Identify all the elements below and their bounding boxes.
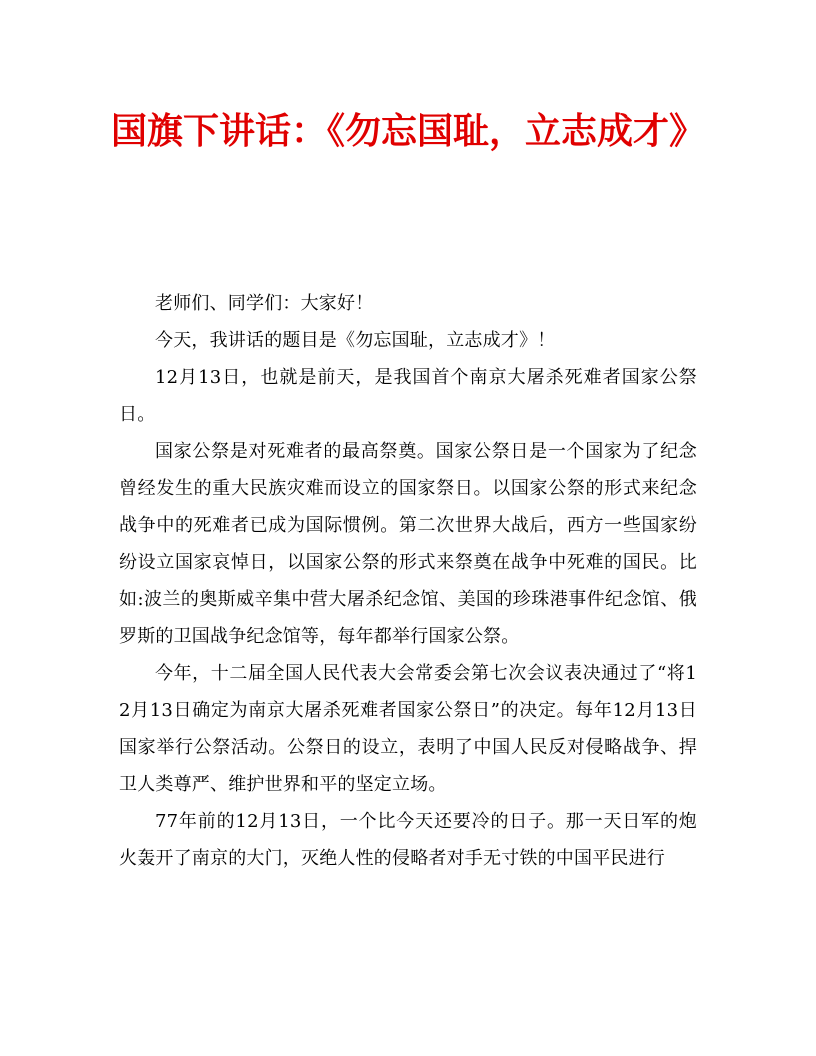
document-title: 国旗下讲话：《勿忘国耻，立志成才》 <box>110 110 705 152</box>
paragraph: 12月13日，也就是前天，是我国首个南京大屠杀死难者国家公祭日。 <box>119 367 697 425</box>
paragraph: 77年前的12月13日，一个比今天还要冷的日子。那一天日军的炮火轰开了南京的大门，灭绝人性的侵略者对手无寸铁的中国平民进行 <box>119 811 697 869</box>
document-body <box>119 285 697 877</box>
paragraph: 今天，我讲话的题目是《勿忘国耻，立志成才》！ <box>155 330 556 351</box>
paragraph: 国家公祭是对死难者的最高祭奠。国家公祭日是一个国家为了纪念曾经发生的重大民族灾难而设立的国家祭日。以国家公祭的形式来纪念战争中的死难者已成为国际惯例。第二次世界大战后，西方一些国家纷纷设立国家哀悼日，以国家公祭的形式来祭奠在战争中死难的国民。比如:波兰的奥斯威辛集中营大屠杀纪念馆、美国的珍珠港事件纪念馆、俄罗斯的卫国战争纪念馆等，每年都举行国家公祭。 <box>119 441 697 647</box>
paragraph: 今年，十二届全国人民代表大会常委会第七次会议表决通过了“将12月13日确定为南京大屠杀死难者国家公祭日”的决定。每年12月13日国家举行公祭活动。公祭日的设立，表明了中国人民反对侵略战争、捍卫人类尊严、维护世界和平的坚定立场。 <box>119 663 697 795</box>
paragraph: 老师们、同学们：大家好！ <box>155 293 374 314</box>
